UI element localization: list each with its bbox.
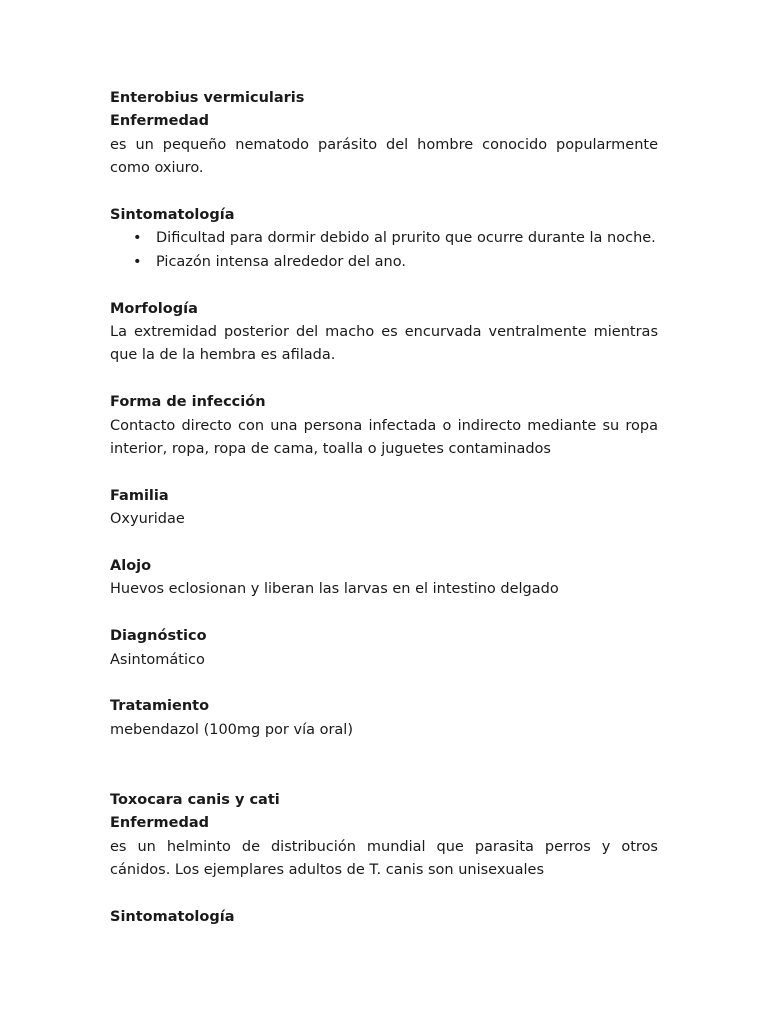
- sintoma-text: Dificultad para dormir debido al prurito que ocurre durante la noche.: [156, 230, 656, 247]
- morfologia-text: La extremidad posterior del macho es encurvada ventralmente mientras que la de la hembra es afilada.: [110, 324, 658, 364]
- tratamiento-text: mebendazol (100mg por vía oral): [110, 721, 353, 738]
- bullet-icon: •: [133, 230, 142, 247]
- list-item: [110, 227, 658, 250]
- enfermedad-heading: Enfermedad: [110, 113, 210, 130]
- enfermedad-text: es un pequeño nematodo parásito del hombre conocido popularmente como oxiuro.: [110, 136, 658, 177]
- infeccion-text: Contacto directo con una persona infectada o indirecto mediante su ropa interior, ropa, ropa de cama, toalla o juguetes contaminados: [110, 417, 658, 458]
- familia-heading: Familia: [110, 487, 169, 504]
- familia-text: Oxyuridae: [110, 511, 185, 528]
- sintomatologia-heading: Sintomatología: [110, 909, 235, 926]
- sintomas-list: [110, 227, 658, 274]
- diagnostico-text: Asintomático: [110, 651, 205, 668]
- diagnostico-heading: Diagnóstico: [110, 628, 207, 645]
- document-page: [110, 87, 658, 929]
- section-title: Toxocara canis y cati: [110, 792, 280, 809]
- tratamiento-heading: Tratamiento: [110, 698, 210, 715]
- enfermedad-heading: Enfermedad: [110, 815, 210, 832]
- alojo-text: Huevos eclosionan y liberan las larvas en el intestino delgado: [110, 581, 559, 598]
- bullet-icon: •: [133, 253, 142, 270]
- sintoma-text: Picazón intensa alrededor del ano.: [156, 253, 406, 270]
- sintomatologia-heading: Sintomatología: [110, 207, 235, 224]
- morfologia-heading: Morfología: [110, 300, 198, 317]
- section-title: Enterobius vermicularis: [110, 90, 305, 106]
- infeccion-heading: Forma de infección: [110, 394, 266, 411]
- alojo-heading: Alojo: [110, 558, 152, 575]
- list-item: [110, 251, 658, 274]
- enfermedad-text: es un helminto de distribución mundial que parasita perros y otros cánidos. Los ejemplares adultos de T. canis son unisexuales: [110, 838, 658, 879]
